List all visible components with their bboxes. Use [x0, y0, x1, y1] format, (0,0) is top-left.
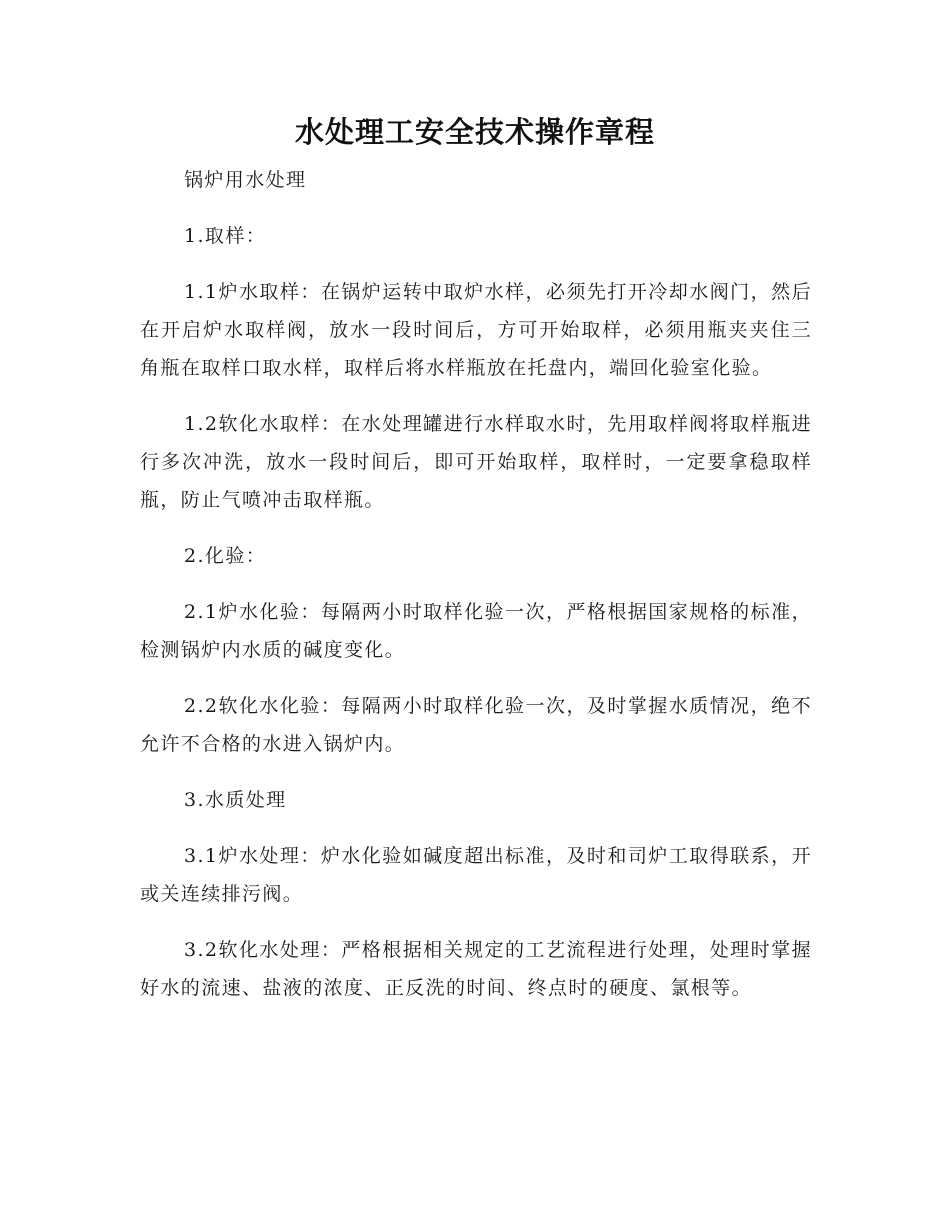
- section-heading-testing: 2.化验：: [184, 545, 267, 567]
- paragraph-3-1: 3.1炉水处理：炉水化验如碱度超出标准，及时和司炉工取得联系，开或关连续排污阀。: [140, 845, 812, 905]
- paragraph-3-2: 3.2软化水处理：严格根据相关规定的工艺流程进行处理，处理时掌握好水的流速、盐液的浓度、正反洗的时间、终点时的硬度、氯根等。: [140, 939, 812, 999]
- section-heading-boiler-water: 锅炉用水处理: [184, 169, 307, 191]
- paragraph-2-2: 2.2软化水化验：每隔两小时取样化验一次，及时掌握水质情况，绝不允许不合格的水进入锅炉内。: [140, 695, 812, 755]
- document-title: 水处理工安全技术操作章程: [294, 115, 655, 149]
- section-heading-treatment: 3.水质处理: [184, 789, 287, 811]
- paragraph-2-1: 2.1炉水化验：每隔两小时取样化验一次，严格根据国家规格的标准， 检测锅炉内水质的碱度变化。: [140, 601, 812, 661]
- section-heading-sampling: 1.取样：: [184, 225, 267, 247]
- document-body: [140, 161, 812, 1007]
- paragraph-1-2: 1.2软化水取样：在水处理罐进行水样取水时，先用取样阀将取样瓶进行多次冲洗，放水一段时间后，即可开始取样，取样时，一定要拿稳取样瓶，防止气喷冲击取样瓶。: [140, 413, 812, 511]
- paragraph-1-1: 1.1炉水取样：在锅炉运转中取炉水样，必须先打开冷却水阀门，然后在开启炉水取样阀，放水一段时间后，方可开始取样，必须用瓶夹夹住三角瓶在取样口取水样，取样后将水样瓶放在托盘内，端回化验室化验。: [140, 281, 812, 379]
